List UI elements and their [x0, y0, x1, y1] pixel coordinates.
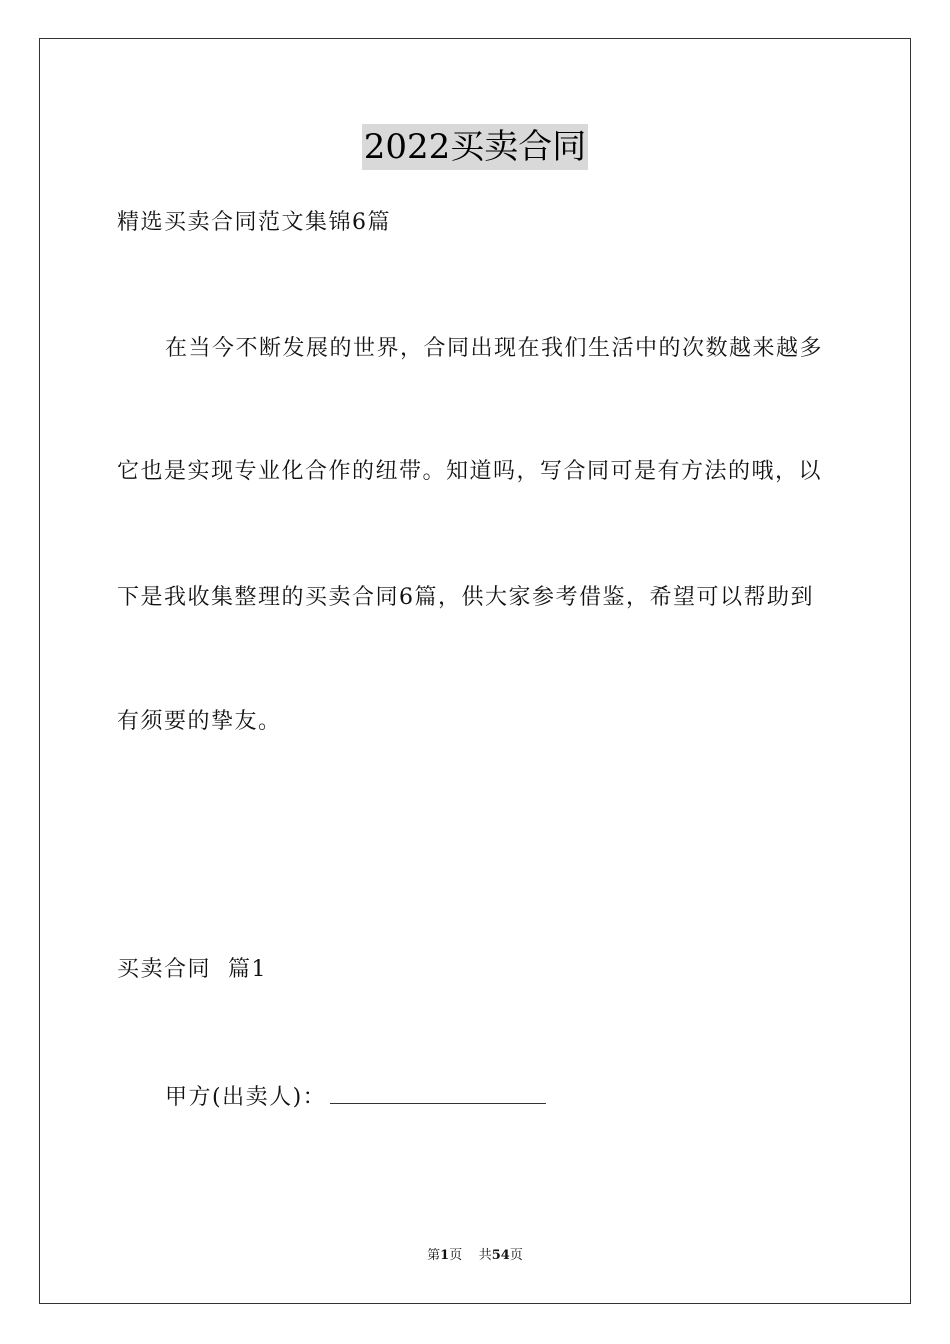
paragraph-line: 下是我收集整理的买卖合同6篇，供大家参考借鉴，希望可以帮助到: [117, 585, 814, 610]
paragraph-line: 在当今不断发展的世界，合同出现在我们生活中的次数越来越多: [165, 336, 824, 361]
footer-page-number: 1: [440, 1248, 450, 1263]
party-a-row: [165, 1081, 546, 1113]
party-a-label: 甲方(出卖人)：: [165, 1085, 327, 1110]
footer-total-prefix: 共: [478, 1248, 492, 1263]
section-heading: 买卖合同 篇1: [117, 957, 267, 982]
page-footer: [0, 1246, 950, 1266]
footer-page-suffix: 页: [449, 1248, 463, 1263]
paragraph-line: 它也是实现专业化合作的纽带。知道吗，写合同可是有方法的哦，以: [117, 459, 823, 484]
paragraph-line: 有须要的挚友。: [117, 709, 282, 734]
footer-total-pages: 54: [491, 1248, 510, 1263]
title-container: [0, 124, 950, 170]
footer-total-suffix: 页: [509, 1248, 523, 1263]
party-a-blank-field[interactable]: [330, 1081, 546, 1104]
document-title: 2022买卖合同: [362, 124, 589, 170]
document-subtitle: 精选买卖合同范文集锦6篇: [117, 210, 391, 235]
footer-page-prefix: 第: [427, 1248, 441, 1263]
